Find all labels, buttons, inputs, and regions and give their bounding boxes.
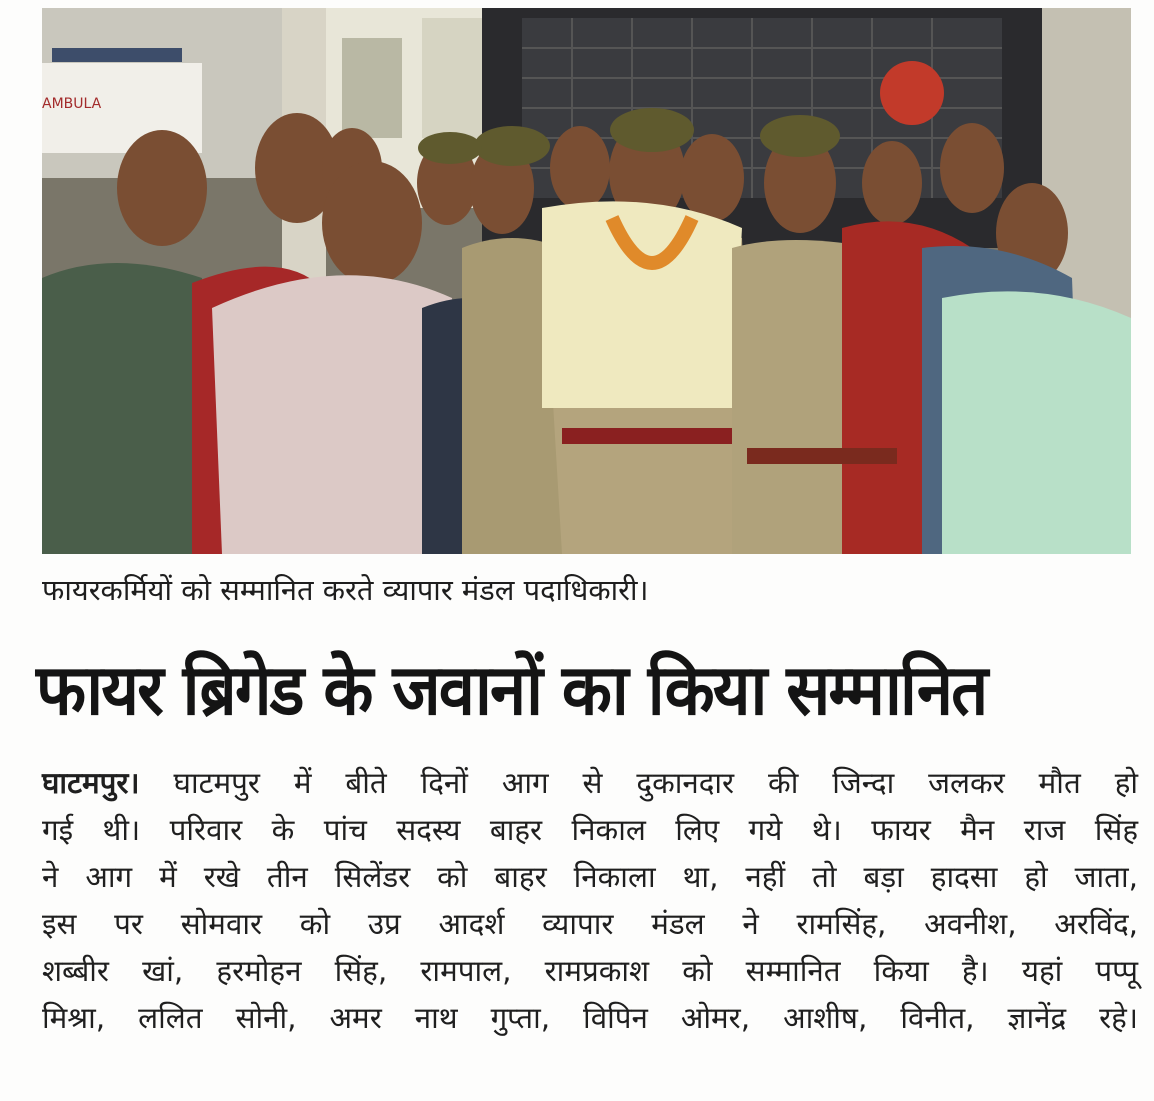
- dateline: घाटमपुर।: [42, 766, 140, 800]
- article-body: [42, 760, 1138, 1042]
- news-photo: [42, 8, 1131, 554]
- photo-caption: फायरकर्मियों को सम्मानित करते व्यापार मंडल पदाधिकारी।: [42, 573, 649, 607]
- body-line: गई थी। परिवार के पांच सदस्य बाहर निकाल लिए गये थे। फायर मैन राज सिंह: [42, 813, 1138, 847]
- ambulance-label: AMBULA: [42, 96, 102, 112]
- body-line: मिश्रा, ललित सोनी, अमर नाथ गुप्ता, विपिन ओमर, आशीष, विनीत, ज्ञानेंद्र रहे।: [42, 1001, 1138, 1035]
- body-line: शब्बीर खां, हरमोहन सिंह, रामपाल, रामप्रकाश को सम्मानित किया है। यहां पप्पू: [42, 954, 1138, 988]
- body-line: घाटमपुर। घाटमपुर में बीते दिनों आग से दुकानदार की जिन्दा जलकर मौत हो: [42, 766, 1138, 800]
- body-line: ने आग में रखे तीन सिलेंडर को बाहर निकाला था, नहीं तो बड़ा हादसा हो जाता,: [42, 860, 1138, 894]
- body-line: इस पर सोमवार को उप्र आदर्श व्यापार मंडल ने रामसिंह, अवनीश, अरविंद,: [42, 907, 1138, 941]
- headline: फायर ब्रिगेड के जवानों का किया सम्मानित: [36, 649, 987, 731]
